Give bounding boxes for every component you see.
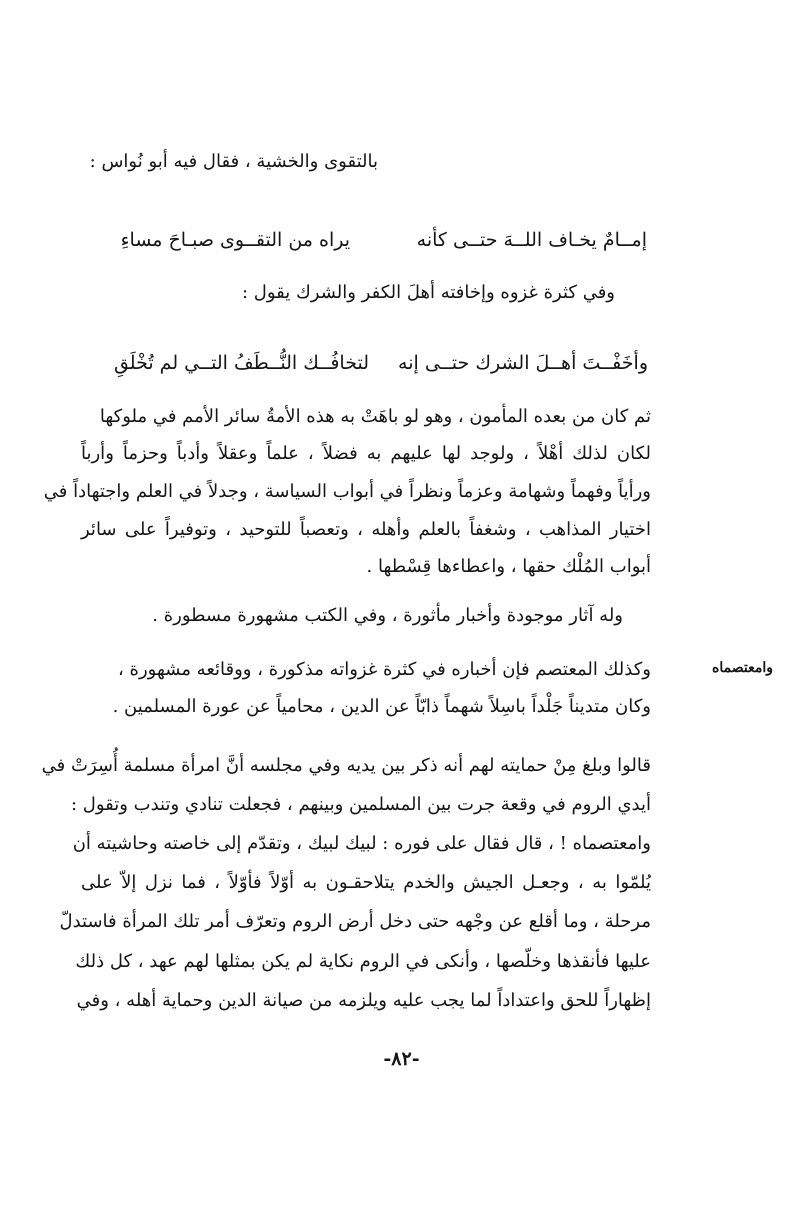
- verse2-second-hemistich: لتخافُــك النُّــطَفُ التــي لم تُخْلَقِ: [113, 352, 369, 374]
- page-number: -٨٢-: [383, 1048, 420, 1070]
- paragraph-line: أيدي الروم في وقعة جرت بين المسلمين وبينهم ، فجعلت تنادي وتندب وتقول :: [70, 794, 651, 815]
- paragraph-line: وله آثار موجودة وأخبار مأثورة ، وفي الكتب مشهورة مسطورة .: [152, 605, 623, 626]
- verse2-first-hemistich: وأخَفْــتَ أهــلَ الشرك حتــى إنه: [398, 352, 648, 374]
- paragraph-line: وامعتصماه ! ، قال فقال على فوره : لبيك لبيك ، وتقدّم إلى خاصته وحاشيته أن: [72, 833, 651, 854]
- verse1-first-hemistich: إمــامٌ يخـاف اللــهَ حتــى كأنه: [416, 229, 647, 251]
- paragraph-line: عليها فأنقذها وخلّصها ، وأنكى في الروم نكاية لم يكن بمثلها لهم عهد ، كل ذلك: [75, 951, 651, 972]
- intro-line: بالتقوى والخشية ، فقال فيه أبو نُواس :: [89, 151, 378, 172]
- paragraph-line: قالوا وبلغ مِنْ حمايته لهم أنه ذكر بين يديه وفي مجلسه أنَّ امرأة مسلمة أُسِرَتْ في: [41, 755, 651, 776]
- paragraph-line: ورأياً وفهماً وشهامة وعزماً ونظراً في أبواب السياسة ، وجدلاً في العلم واجتهاداً في: [43, 481, 651, 502]
- margin-note: وامعتصماه: [712, 660, 773, 676]
- paragraph-line: ثم كان من بعده المأمون ، وهو لو باهَتْ به هذه الأمةُ سائر الأمم في ملوكها: [99, 406, 651, 427]
- paragraph-line: أبواب المُلْك حقها ، واعطاءها قِسْطها .: [366, 556, 651, 577]
- paragraph-line: لكان لذلك أهْلاً ، ولوجد لها عليهم به فضلاً ، علماً وعقلاً وأدباً وحزماً وأرباً: [81, 443, 651, 464]
- bridge-line: وفي كثرة غزوه وإخافته أهلَ الكفر والشرك يقول :: [241, 282, 615, 303]
- paragraph-line: وكان متديناً جَلْداً باسِلاً شهماً ذابّاً عن الدين ، محامياً عن عورة المسلمين .: [112, 696, 651, 717]
- paragraph-line: يُلمّوا به ، وجعـل الجيش والخدم يتلاحقـون به أوّلاً فأوّلاً ، فما نزل إلاّ على: [81, 872, 651, 893]
- paragraph-line: اختيار المذاهب ، وشغفاً بالعلم وأهله ، وتعصباً للتوحيد ، وتوفيراً على سائر: [81, 519, 651, 540]
- paragraph-line: وكذلك المعتصم فإن أخباره في كثرة غزواته مذكورة ، ووقائعه مشهورة ،: [118, 659, 651, 680]
- verse1-second-hemistich: يراه من التقــوى صبـاحَ مساءِ: [120, 229, 350, 251]
- paragraph-line: إظهاراً للحق واعتداداً لما يجب عليه ويلزمه من صيانة الدين وحماية أهله ، وفي: [76, 990, 651, 1011]
- paragraph-line: مرحلة ، وما أقلع عن وجْهه حتى دخل أرض الروم وتعرّف أمر تلك المرأة فاستدلّ: [59, 911, 651, 932]
